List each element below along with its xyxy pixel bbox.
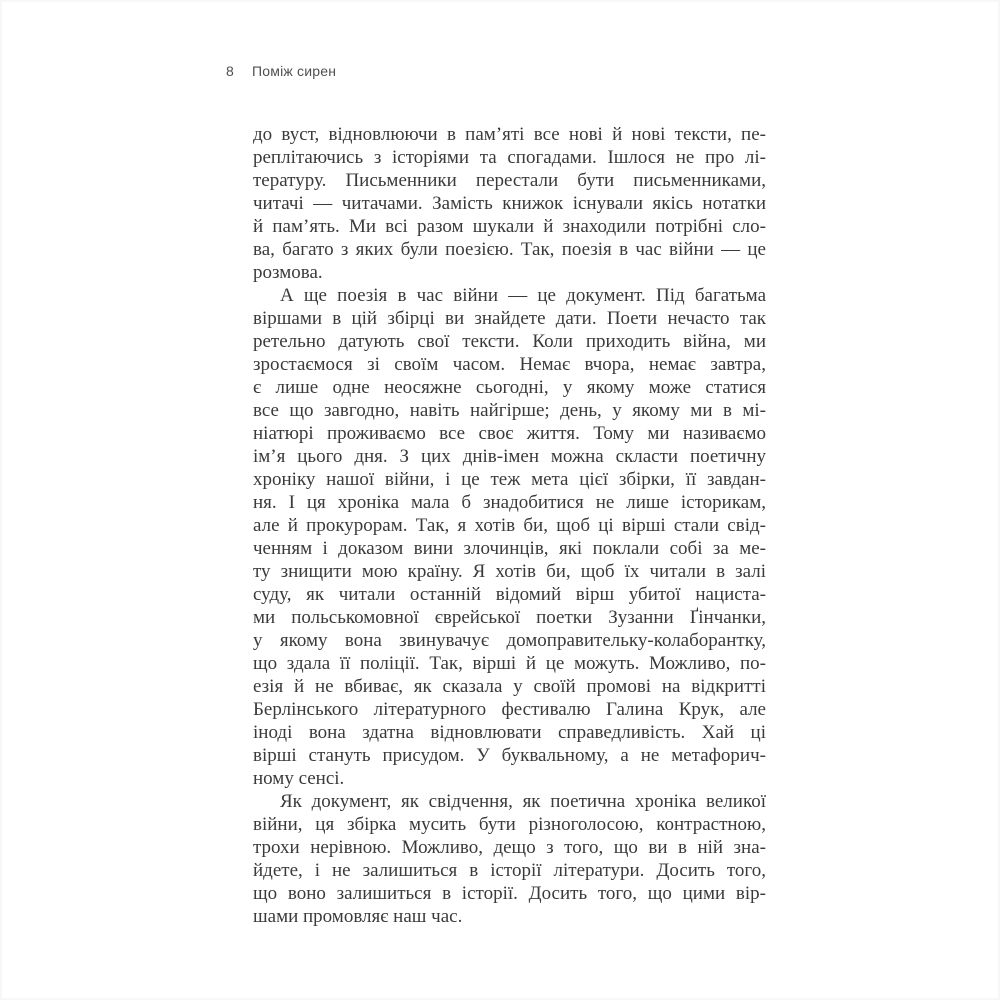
text-line: Берлінського літературного фестивалю Галина Крук, але <box>253 699 766 720</box>
text-line: шами промовляє наш час. <box>253 906 463 927</box>
text-line: суду, як читали останній відомий вірш убитої нациста- <box>253 584 766 605</box>
running-title: Поміж сирен <box>252 63 337 79</box>
text-line: є лише одне неосяжне сьогодні, у якому може статися <box>253 377 766 398</box>
paragraph <box>253 790 766 928</box>
text-line: що здала її поліції. Так, вірші й це можуть. Можливо, по- <box>253 653 766 674</box>
text-line: ніатюрі проживаємо все своє життя. Тому ми називаємо <box>253 423 766 444</box>
text-line: у якому вона звинувачує домоправительку-колаборантку, <box>253 630 766 651</box>
text-line: ному сенсі. <box>253 768 345 789</box>
text-line: до вуст, відновлюючи в пам’яті все нові й нові тексти, пе- <box>253 124 766 145</box>
text-line: війни, ця збірка мусить бути різноголосою, контрастною, <box>253 814 766 835</box>
text-line: іноді вона здатна відновлювати справедливість. Хай ці <box>253 722 766 743</box>
text-line: езія й не вбиває, як сказала у своїй промові на відкритті <box>253 676 766 697</box>
text-line: ня. І ця хроніка мала б знадобитися не лише історикам, <box>253 492 766 513</box>
text-line: ретельно датують свої тексти. Коли приходить війна, ми <box>253 331 766 352</box>
paragraph <box>253 123 766 284</box>
text-line: ченням і доказом вини злочинців, які поклали собі за ме- <box>253 538 766 559</box>
page-number: 8 <box>226 63 234 79</box>
text-line: але й прокурорам. Так, я хотів би, щоб ці вірші стали свід- <box>253 515 766 536</box>
text-line: розмова. <box>253 262 323 283</box>
text-line: вірші стануть присудом. У буквальному, а не метафорич- <box>253 745 766 766</box>
text-line: ва, багато з яких були поезією. Так, поезія в час війни — це <box>253 239 766 260</box>
text-line: ми польськомовної єврейської поетки Зузанни Ґінчанки, <box>253 607 766 628</box>
text-line: реплітаючись з історіями та спогадами. Ішлося не про лі- <box>253 147 766 168</box>
text-line: А ще поезія в час війни — це документ. Під багатьма <box>280 285 766 306</box>
text-block <box>253 123 766 928</box>
text-line: Як документ, як свідчення, як поетична хроніка великої <box>280 791 766 812</box>
text-line: йдете, і не залишиться в історії літератури. Досить того, <box>253 860 766 881</box>
text-line: що воно залишиться в історії. Досить того, що цими вір- <box>253 883 766 904</box>
text-line: все що завгодно, навіть найгірше; день, у якому ми в мі- <box>253 400 766 421</box>
text-line: й пам’ять. Ми всі разом шукали й знаходили потрібні сло- <box>253 216 766 237</box>
text-line: хроніку нашої війни, і це теж мета цієї збірки, її завдан- <box>253 469 766 490</box>
text-line: віршами в цій збірці ви знайдете дати. Поети нечасто так <box>253 308 766 329</box>
text-line: трохи нерівною. Можливо, дещо з того, що ви в ній зна- <box>253 837 766 858</box>
text-line: тературу. Письменники перестали бути письменниками, <box>253 170 766 191</box>
text-line: читачі — читачами. Замість книжок існували якісь нотатки <box>253 193 766 214</box>
text-line: ту знищити мою країну. Я хотів би, щоб їх читали в залі <box>253 561 766 582</box>
text-line: ім’я цього дня. З цих днів-імен можна скласти поетичну <box>253 446 766 467</box>
text-line: зростаємося зі своїм часом. Немає вчора, немає завтра, <box>253 354 766 375</box>
paragraph <box>253 284 766 790</box>
running-header <box>0 63 1000 79</box>
